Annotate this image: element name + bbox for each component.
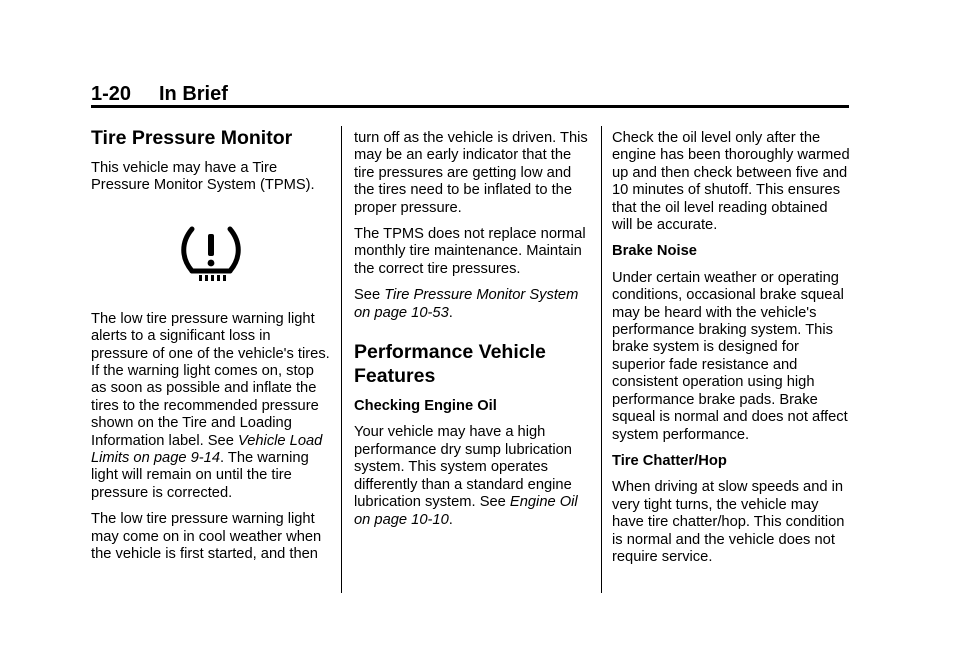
subheading-checking-engine-oil: Checking Engine Oil bbox=[354, 398, 497, 415]
tpms-warning-paragraph: The low tire pressure warning light alerts to a significant loss in pressure of one of the vehicle's tires. If the warning light comes on, stop as soon as possible and inflate the tires to the recommended pressure shown on the Tire and Loading Information label. See Vehicle Load Limits on page 9-14. The warning light will remain on until the tire pressure is corrected. bbox=[91, 310, 330, 501]
column-divider-2 bbox=[601, 126, 602, 593]
header-rule bbox=[91, 105, 849, 108]
tpms-icon-container bbox=[91, 209, 331, 299]
section-title: In Brief bbox=[159, 83, 228, 105]
ref-vehicle-load-limits: Vehicle Load Limits on page 9-14 bbox=[91, 432, 323, 467]
subheading-brake-noise: Brake Noise bbox=[612, 243, 697, 260]
page-number: 1-20 bbox=[91, 83, 132, 105]
ref-engine-oil: Engine Oil on page 10-10 bbox=[354, 494, 578, 528]
column-divider-1 bbox=[341, 126, 342, 593]
tpms-see-paragraph: See Tire Pressure Monitor System on page 10-53. bbox=[354, 287, 579, 321]
page-header bbox=[91, 83, 849, 105]
heading-performance-vehicle-features: Performance Vehicle Features bbox=[354, 341, 546, 388]
tire-chatter-paragraph: When driving at slow speeds and in very tight turns, the vehicle may have tire chatter/hop. This condition is normal and the vehicle does not require service. bbox=[612, 479, 845, 565]
tpms-cold-weather-paragraph: The low tire pressure warning light may come on in cool weather when the vehicle is first started, and then bbox=[91, 511, 322, 563]
engine-oil-paragraph: Your vehicle may have a high performance dry sump lubrication system. This system operates differently than a standard engine lubrication system. See Engine Oil on page 10-10. bbox=[354, 424, 578, 528]
column-3 bbox=[612, 130, 852, 575]
column-2 bbox=[354, 130, 592, 538]
subheading-tire-chatter-hop: Tire Chatter/Hop bbox=[612, 452, 727, 469]
tire-pressure-warning-icon bbox=[179, 224, 243, 284]
ref-tire-pressure-monitor-system: Tire Pressure Monitor System on page 10-53 bbox=[354, 287, 579, 321]
column-1 bbox=[91, 126, 331, 573]
tpms-maintenance-paragraph: The TPMS does not replace normal monthly tire maintenance. Maintain the correct tire pressures. bbox=[354, 226, 586, 277]
oil-level-paragraph: Check the oil level only after the engine has been thoroughly warmed up and then check between five and 10 minutes of shutoff. This ensures that the oil level reading obtained will be accurate. bbox=[612, 130, 850, 234]
heading-tire-pressure-monitor: Tire Pressure Monitor bbox=[91, 127, 293, 149]
tpms-continued-paragraph: turn off as the vehicle is driven. This may be an early indicator that the tire pressures are getting low and the tires need to be inflated to the proper pressure. bbox=[354, 130, 588, 216]
brake-noise-paragraph: Under certain weather or operating conditions, occasional brake squeal may be heard with the vehicle's performance braking system. This brake system is designed for superior fade resistance and consistent operation using high performance brake pads. Brake squeal is normal and does not affect system performance. bbox=[612, 269, 848, 443]
tpms-intro: This vehicle may have a Tire Pressure Monitor System (TPMS). bbox=[91, 160, 315, 194]
